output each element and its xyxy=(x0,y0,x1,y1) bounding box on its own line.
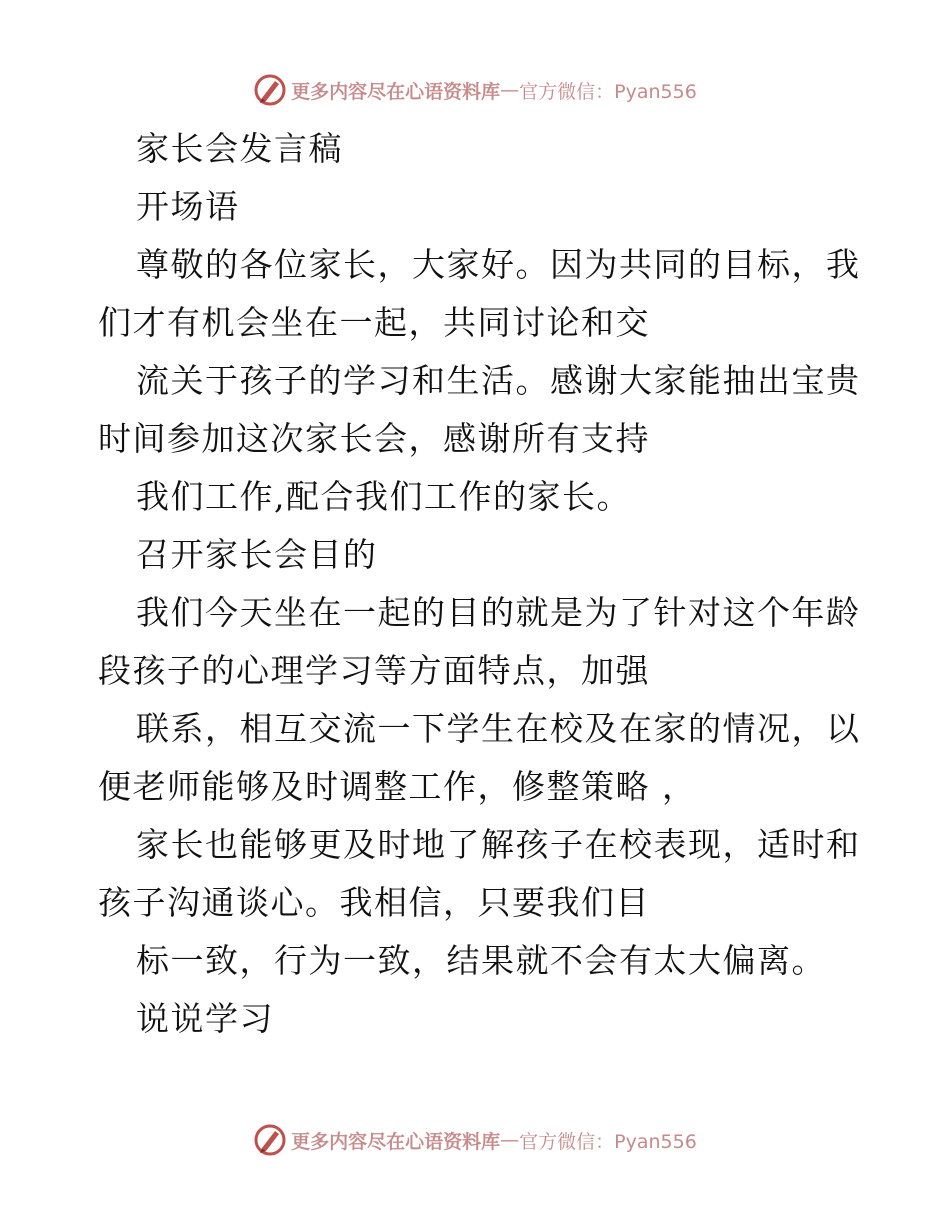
pen-logo-icon xyxy=(253,73,287,107)
paragraph-line: 标一致，行为一致，结果就不会有太大偏离。 xyxy=(136,941,826,980)
watermark-brand-text: 更多内容尽在心语资料库 xyxy=(291,1130,501,1153)
section-heading-study: 说说学习 xyxy=(136,999,274,1038)
watermark-separator: — xyxy=(500,79,520,101)
paragraph-line: 便老师能够及时调整工作，修整策略 ， xyxy=(98,767,697,806)
section-heading-purpose: 召开家长会目的 xyxy=(136,535,378,574)
paragraph-line: 家长也能够更及时地了解孩子在校表现，适时和 xyxy=(136,825,861,864)
paragraph-line: 们才有机会坐在一起，共同讨论和交 xyxy=(98,303,650,342)
paragraph-line: 联系，相互交流一下学生在校及在家的情况，以 xyxy=(136,709,861,748)
paragraph-line: 尊敬的各位家长，大家好。因为共同的目标，我 xyxy=(136,245,861,284)
paragraph-line: 我们工作,配合我们工作的家长。 xyxy=(136,477,631,516)
paragraph-line: 孩子沟通谈心。我相信，只要我们目 xyxy=(98,883,650,922)
paragraph-line: 时间参加这次家长会，感谢所有支持 xyxy=(98,419,650,458)
header-watermark xyxy=(0,70,950,110)
paragraph-line: 段孩子的心理学习等方面特点，加强 xyxy=(98,651,650,690)
paragraph-line: 我们今天坐在一起的目的就是为了针对这个年龄 xyxy=(136,593,861,632)
document-body xyxy=(98,120,861,1048)
doc-title: 家长会发言稿 xyxy=(136,129,343,168)
watermark-wechat-text: 官方微信：Pyan556 xyxy=(519,1130,697,1153)
watermark-separator: — xyxy=(500,1129,520,1151)
watermark-brand-text: 更多内容尽在心语资料库 xyxy=(291,80,501,103)
paragraph-line: 流关于孩子的学习和生活。感谢大家能抽出宝贵 xyxy=(136,361,861,400)
section-heading-opening: 开场语 xyxy=(136,187,240,226)
footer-watermark xyxy=(0,1120,950,1160)
pen-logo-icon xyxy=(253,1123,287,1157)
watermark-wechat-text: 官方微信：Pyan556 xyxy=(519,80,697,103)
